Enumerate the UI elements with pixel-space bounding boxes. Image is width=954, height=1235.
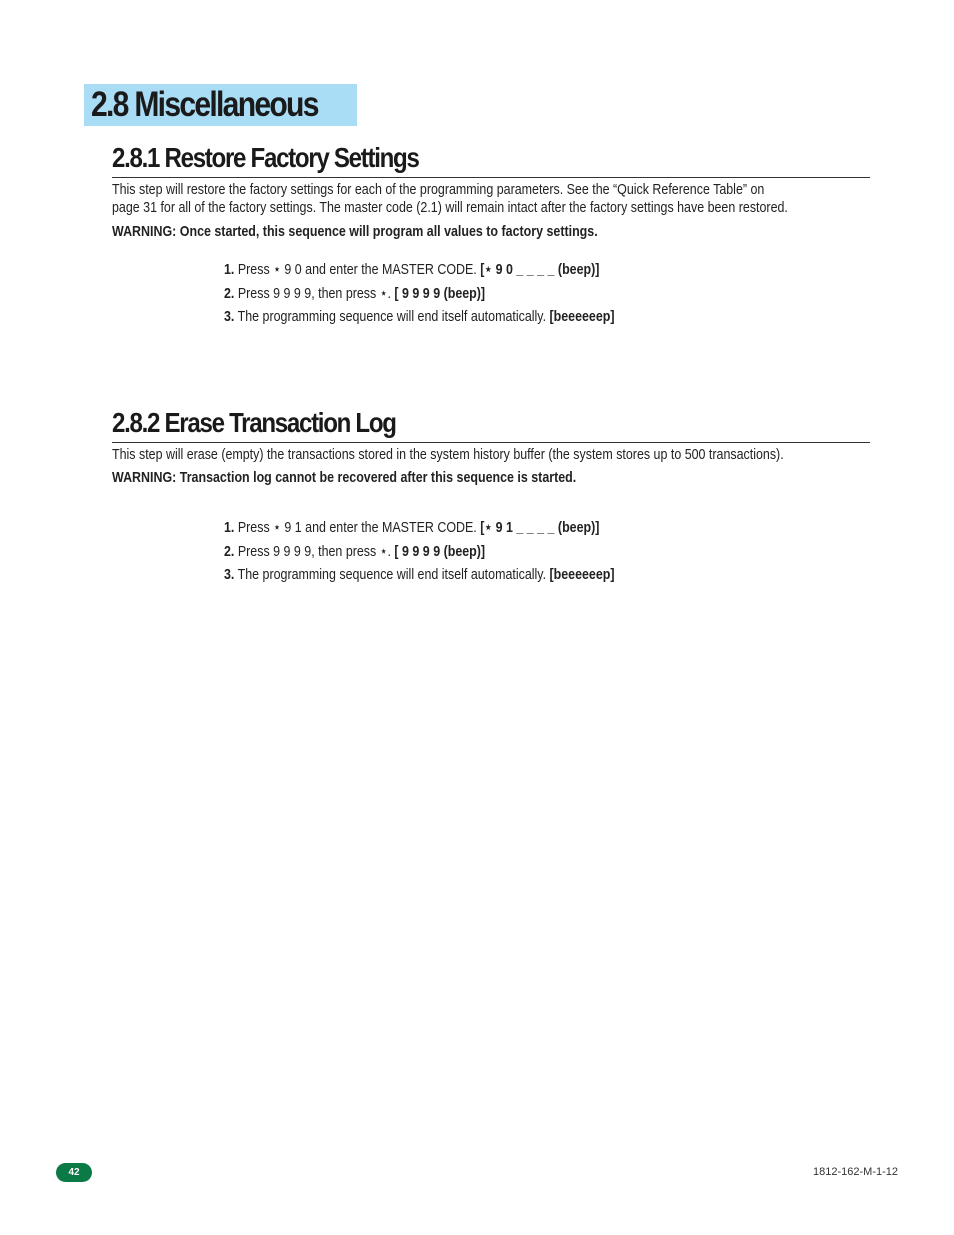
step-text: Press 9 9 9 9, then press ⋆.	[237, 285, 395, 302]
section2-paragraph-line1: This step will erase (empty) the transactions stored in the system history buffer (the system stores up to 500 transactions).	[112, 446, 784, 463]
document-code: 1812-162-M-1-12	[813, 1166, 898, 1178]
section-divider	[112, 177, 870, 178]
section-heading-erase-transaction-log: 2.8.2 Erase Transaction Log	[112, 407, 396, 438]
step-text: Press 9 9 9 9, then press ⋆.	[237, 543, 395, 560]
section2-warning: WARNING: Transaction log cannot be recovered after this sequence is started.	[112, 469, 577, 486]
step-number: 2.	[224, 543, 235, 560]
section1-warning: WARNING: Once started, this sequence will program all values to factory settings.	[112, 223, 598, 240]
step-number: 1.	[224, 519, 235, 536]
section1-step-2	[224, 285, 485, 303]
section-divider	[112, 442, 870, 443]
step-text: The programming sequence will end itself automatically.	[237, 308, 550, 325]
step-text: Press ⋆ 9 0 and enter the MASTER CODE.	[237, 261, 481, 278]
step-code: [beeeeeep]	[549, 566, 615, 583]
step-number: 1.	[224, 261, 235, 278]
section2-step-1	[224, 519, 599, 537]
step-code: [ 9 9 9 9 (beep)]	[394, 543, 486, 560]
section2-step-3	[224, 566, 615, 584]
step-code: [⋆ 9 0 _ _ _ _ (beep)]	[480, 261, 600, 278]
step-code: [⋆ 9 1 _ _ _ _ (beep)]	[480, 519, 600, 536]
step-text: Press ⋆ 9 1 and enter the MASTER CODE.	[237, 519, 481, 536]
section2-step-2	[224, 543, 485, 561]
main-heading	[84, 84, 357, 126]
section1-paragraph-line1: This step will restore the factory settings for each of the programming parameters. See the “Quick Reference Table” on	[112, 181, 765, 198]
step-code: [ 9 9 9 9 (beep)]	[394, 285, 486, 302]
step-number: 3.	[224, 308, 235, 325]
section-heading-restore-factory-settings: 2.8.1 Restore Factory Settings	[112, 142, 419, 173]
section1-step-1	[224, 261, 599, 279]
step-text: The programming sequence will end itself automatically.	[237, 566, 550, 583]
main-heading-text: 2.8 Miscellaneous	[91, 85, 318, 124]
section1-step-3	[224, 308, 615, 326]
step-number: 3.	[224, 566, 235, 583]
section1-paragraph-line2: page 31 for all of the factory settings. The master code (2.1) will remain intact after the factory settings have been restored.	[112, 199, 788, 216]
page-number-badge: 42	[56, 1163, 92, 1182]
step-number: 2.	[224, 285, 235, 302]
step-code: [beeeeeep]	[549, 308, 615, 325]
